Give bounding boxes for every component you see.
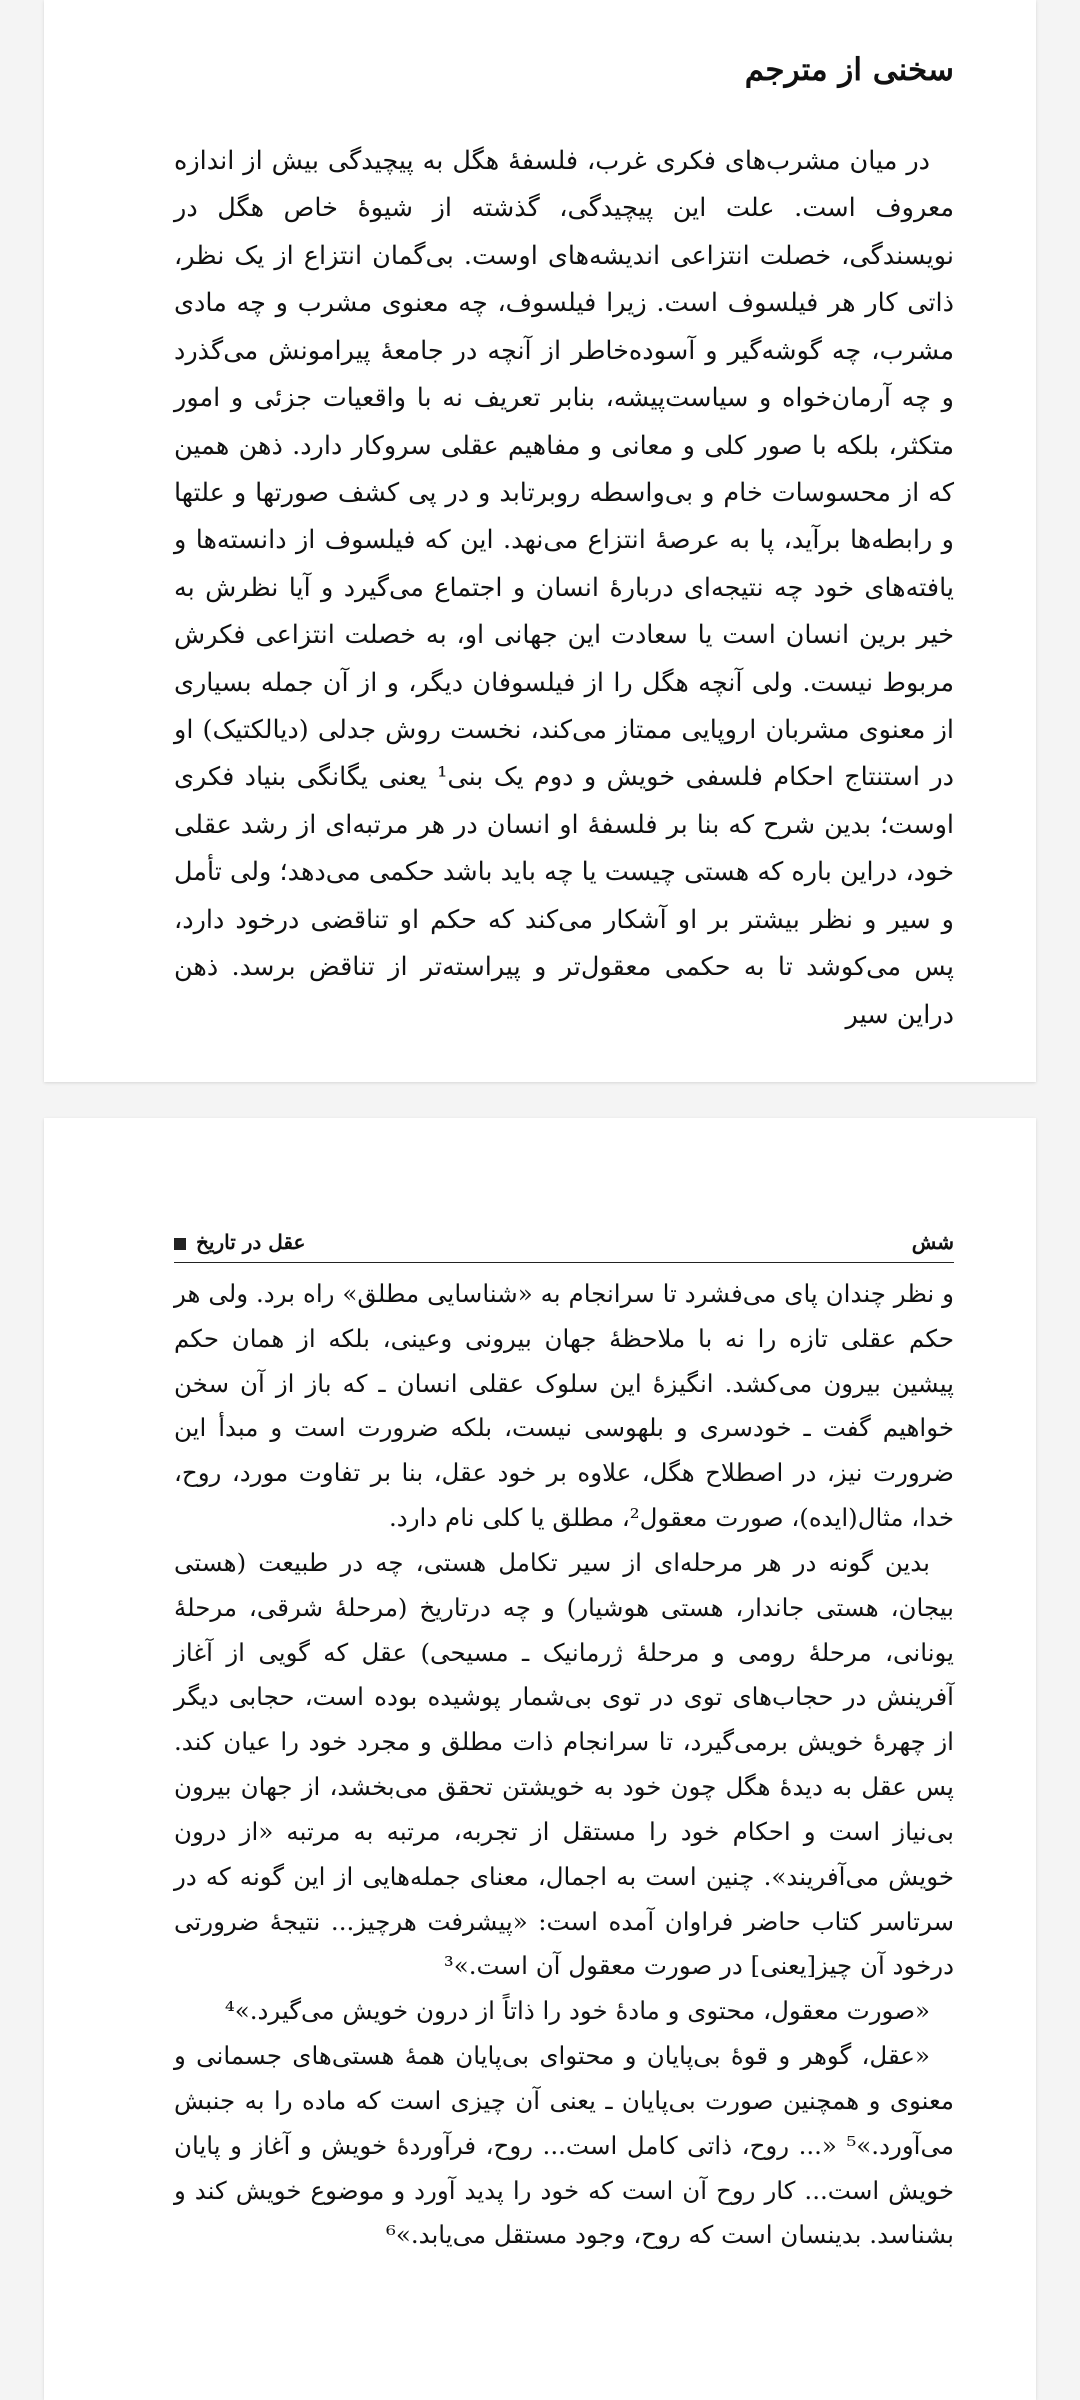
quote-paragraph: «صورت معقول، محتوی و مادهٔ خود را ذاتاً از درون خویش می‌گیرد.»⁴	[224, 1996, 930, 2026]
preface-paragraph: در میان مشرب‌های فکری غرب، فلسفهٔ هگل به پیچیدگی بیش از اندازه معروف است. علت این پیچیدگی، گذشته از شیوهٔ خاص هگل در نویسندگی، خصلت انتزاعی اندیشه‌های اوست. بی‌گمان انتزاع از یک نظر، ذاتی کار هر فیلسوف است. زیرا فیلسوف، چه معنوی مشرب و چه مادی مشرب، چه گوشه‌گیر و آسوده‌خاطر از آنچه در جامعهٔ پیرامونش می‌گذرد و چه آرمان‌خواه و سیاست‌پیشه، بنابر تعریف نه با واقعیات جزئی و امور متکثر، بلکه با صور کلی و معانی و مفاهیم عقلی سروکار دارد. ذهن همین که از محسوسات خام و بی‌واسطه روبرتابد و در پی کشف صورتها و علتها و رابطه‌ها برآید، پا به عرصهٔ انتزاع می‌نهد. این که فیلسوف از دانسته‌ها و یافته‌های خود چه نتیجه‌ای دربارهٔ انسان و اجتماع می‌گیرد و آیا نظرش به خیر برین انسان است یا سعادت این جهانی او، به خصلت انتزاعی فکرش مربوط نیست. ولی آنچه هگل را از فیلسوفان دیگر، و از آن جمله بسیاری از معنوی مشربان اروپایی ممتاز می‌کند، نخست روش جدلی (دیالکتیک) او در استنتاج احکام فلسفی خویش و دوم یک بنی¹ یعنی یگانگی بنیاد فکری اوست؛ بدین شرح که بنا بر فلسفهٔ او انسان در هر مرتبه‌ای از رشد عقلی خود، دراین باره که هستی چیست یا چه باید باشد حکمی می‌دهد؛ ولی تأمل و سیر و نظر بیشتر بر او آشکار می‌کند که حکم او تناقضی درخود دارد، پس می‌کوشد تا به حکمی معقول‌تر و پیراسته‌تر از تناقض برسد. ذهن دراین سیر	[174, 146, 954, 1030]
running-title	[174, 1230, 305, 1254]
square-bullet-icon	[174, 1238, 186, 1250]
quote-paragraph: «عقل، گوهر و قوهٔ بی‌پایان و محتوای بی‌پایان همهٔ هستی‌های جسمانی و معنوی و همچنین صورت بی‌پایان ـ یعنی آن چیزی است که ماده را به جنبش می‌آورد.»⁵ «... روح، ذاتی کامل است... روح، فرآوردهٔ خویش و آغاز و پایان خویش است... کار روح آن است که خود را پدید آورد و موضوع خویش کند و بشناسد. بدینسان است که روح، وجود مستقل می‌یابد.»⁶	[174, 2041, 954, 2250]
body-paragraph: و نظر چندان پای می‌فشرد تا سرانجام به «شناسایی مطلق» راه برد. ولی هر حکم عقلی تازه را نه با ملاحظهٔ جهان بیرونی وعینی، بلکه از همان حکم پیشین بیرون می‌کشد. انگیزهٔ این سلوک عقلی انسان ـ که باز از آن سخن خواهیم گفت ـ خودسری و بلهوسی نیست، بلکه ضرورت است و مبدأ این ضرورت نیز، در اصطلاح هگل، علاوه بر خود عقل، بنا بر تفاوت مورد، روح، خدا، مثال(ایده)، صورت معقول²، مطلق یا کلی نام دارد.	[174, 1279, 954, 1533]
running-title-text: عقل در تاریخ	[196, 1230, 306, 1254]
running-header	[174, 1230, 954, 1263]
section-title: سخنی از مترجم	[744, 52, 954, 88]
body-paragraph: بدین گونه در هر مرحله‌ای از سیر تکامل هستی، چه در طبیعت (هستی بیجان، هستی جاندار، هستی هوشیار) و چه درتاریخ (مرحلهٔ شرقی، مرحلهٔ یونانی، مرحلهٔ رومی و مرحلهٔ ژرمانیک ـ مسیحی) عقل که گویی از آغاز آفرینش در حجاب‌های توی در توی بی‌شمار پوشیده بوده است، حجابی دیگر از چهرهٔ خویش برمی‌گیرد، تا سرانجام ذات مطلق و مجرد خود را عیان کند. پس عقل به دیدهٔ هگل چون خود به خویشتن تحقق می‌بخشد، از جهان بیرون بی‌نیاز است و احکام خود را مستقل از تجربه، مرتبه به مرتبه «از درون خویش می‌آفریند». چنین است به اجمال، معنای جمله‌هایی از این گونه که در سرتاسر کتاب حاضر فراوان آمده است: «پیشرفت هرچیز... نتیجهٔ ضرورتی درخود آن چیز[یعنی] در صورت معقول آن است.»³	[174, 1547, 955, 1981]
page-one	[44, 0, 1036, 1082]
body-text	[174, 1272, 954, 2258]
translator-preface-text	[174, 138, 954, 1039]
page-two	[44, 1118, 1036, 2400]
page-number: شش	[911, 1230, 954, 1254]
